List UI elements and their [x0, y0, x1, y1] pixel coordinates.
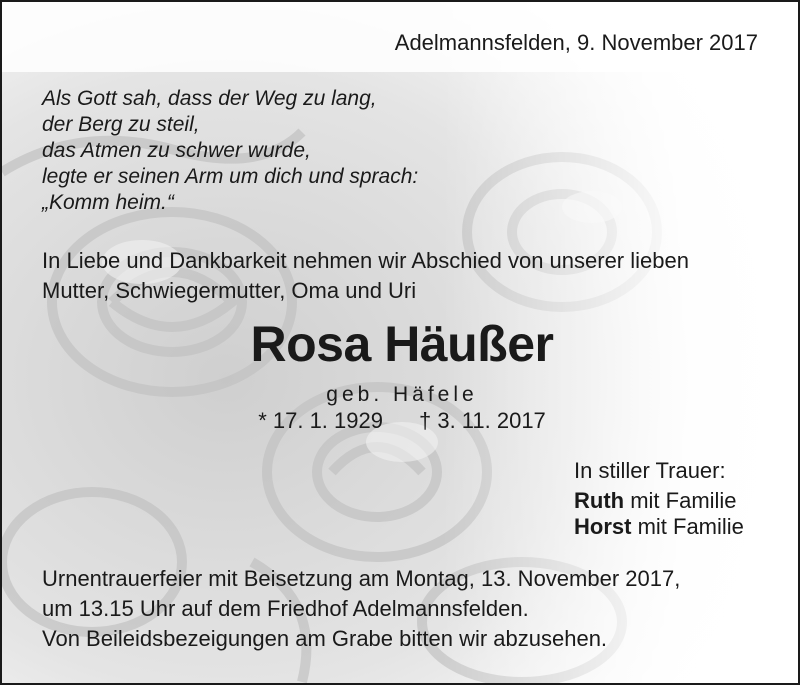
ceremony-line: Urnentrauerfeier mit Beisetzung am Montag, 13. November 2017, [42, 566, 681, 591]
mourner-entry [574, 514, 744, 540]
mourner-name: Horst [574, 514, 632, 539]
mourner-name: Ruth [574, 488, 625, 513]
mourner-suffix: mit Familie [624, 488, 737, 513]
mourners-heading: In stiller Trauer: [574, 458, 726, 483]
mourners-list [574, 488, 744, 540]
poem-line: legte er seinen Arm um dich und sprach: [42, 165, 419, 188]
maiden-name: geb. Häfele [326, 383, 478, 406]
mourner-entry [574, 488, 744, 514]
intro-line: Mutter, Schwiegermutter, Oma und Uri [42, 278, 417, 303]
poem-line: „Komm heim.“ [42, 191, 174, 214]
mourner-suffix: mit Familie [631, 514, 744, 539]
birth-date: * 17. 1. 1929 [258, 408, 383, 433]
intro-line: In Liebe und Dankbarkeit nehmen wir Abschied von unserer lieben [42, 248, 689, 273]
poem [42, 86, 418, 216]
ceremony-info [42, 564, 680, 624]
death-date: † 3. 11. 2017 [418, 408, 546, 433]
place-date: Adelmannsfelden, 9. November 2017 [394, 30, 758, 55]
intro-text [42, 246, 689, 306]
condolence-note: Von Beileidsbezeigungen am Grabe bitten wir abzusehen. [42, 626, 608, 651]
deceased-name: Rosa Häußer [250, 316, 554, 372]
poem-line: der Berg zu steil, [42, 113, 200, 136]
ceremony-line: um 13.15 Uhr auf dem Friedhof Adelmannsfelden. [42, 596, 529, 621]
poem-line: Als Gott sah, dass der Weg zu lang, [42, 87, 377, 110]
poem-line: das Atmen zu schwer wurde, [42, 139, 311, 162]
life-dates [2, 408, 800, 434]
